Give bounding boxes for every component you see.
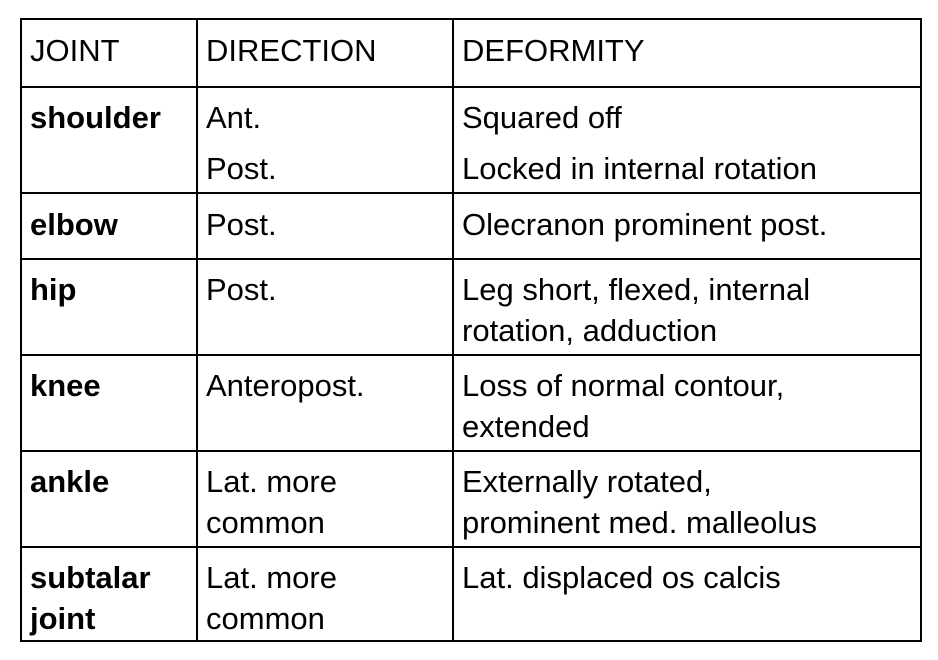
- direction-text: Anteropost.: [206, 368, 365, 403]
- direction-text: Post.: [206, 151, 277, 186]
- joint-cell: [21, 259, 197, 355]
- deformity-cell: [453, 547, 921, 641]
- joint-name: ankle: [30, 464, 110, 499]
- header-deformity: DEFORMITY: [453, 19, 921, 87]
- deformity-text: Lat. displaced os calcis: [462, 560, 781, 595]
- joint-name: subtalar: [30, 560, 151, 595]
- direction-cell: [197, 547, 453, 641]
- deformity-cell: [453, 355, 921, 451]
- joint-cell: [21, 87, 197, 193]
- deformity-text: rotation, adduction: [462, 313, 718, 348]
- direction-cell: [197, 87, 453, 193]
- joint-cell: [21, 355, 197, 451]
- direction-text: Post.: [206, 207, 277, 242]
- dislocation-table: [20, 18, 922, 642]
- deformity-text: Olecranon prominent post.: [462, 207, 828, 242]
- deformity-text: prominent med. malleolus: [462, 505, 817, 540]
- joint-cell: [21, 193, 197, 259]
- table-row: [21, 87, 921, 193]
- joint-name: elbow: [30, 207, 118, 242]
- header-row: [21, 19, 921, 87]
- deformity-text: Externally rotated,: [462, 464, 712, 499]
- direction-text: common: [206, 505, 325, 540]
- deformity-text: Loss of normal contour,: [462, 368, 785, 403]
- joint-name: shoulder: [30, 100, 161, 135]
- direction-cell: [197, 193, 453, 259]
- header-joint: JOINT: [21, 19, 197, 87]
- joint-name: joint: [30, 601, 96, 636]
- header-direction: DIRECTION: [197, 19, 453, 87]
- deformity-text: Leg short, flexed, internal: [462, 272, 811, 307]
- joint-cell: [21, 547, 197, 641]
- direction-text: common: [206, 601, 325, 636]
- deformity-text: extended: [462, 409, 590, 444]
- deformity-cell: [453, 259, 921, 355]
- joint-name: hip: [30, 272, 77, 307]
- direction-text: Lat. more: [206, 464, 337, 499]
- direction-cell: [197, 451, 453, 547]
- table-row: [21, 355, 921, 451]
- deformity-cell: [453, 193, 921, 259]
- table-row: [21, 451, 921, 547]
- direction-text: Lat. more: [206, 560, 337, 595]
- joint-name: knee: [30, 368, 101, 403]
- deformity-text: Squared off: [462, 100, 622, 135]
- direction-cell: [197, 259, 453, 355]
- table-row: [21, 193, 921, 259]
- deformity-cell: [453, 87, 921, 193]
- deformity-cell: [453, 451, 921, 547]
- direction-text: Post.: [206, 272, 277, 307]
- deformity-text: Locked in internal rotation: [462, 151, 818, 186]
- table-row: [21, 259, 921, 355]
- direction-cell: [197, 355, 453, 451]
- table-row: [21, 547, 921, 641]
- joint-cell: [21, 451, 197, 547]
- direction-text: Ant.: [206, 100, 262, 135]
